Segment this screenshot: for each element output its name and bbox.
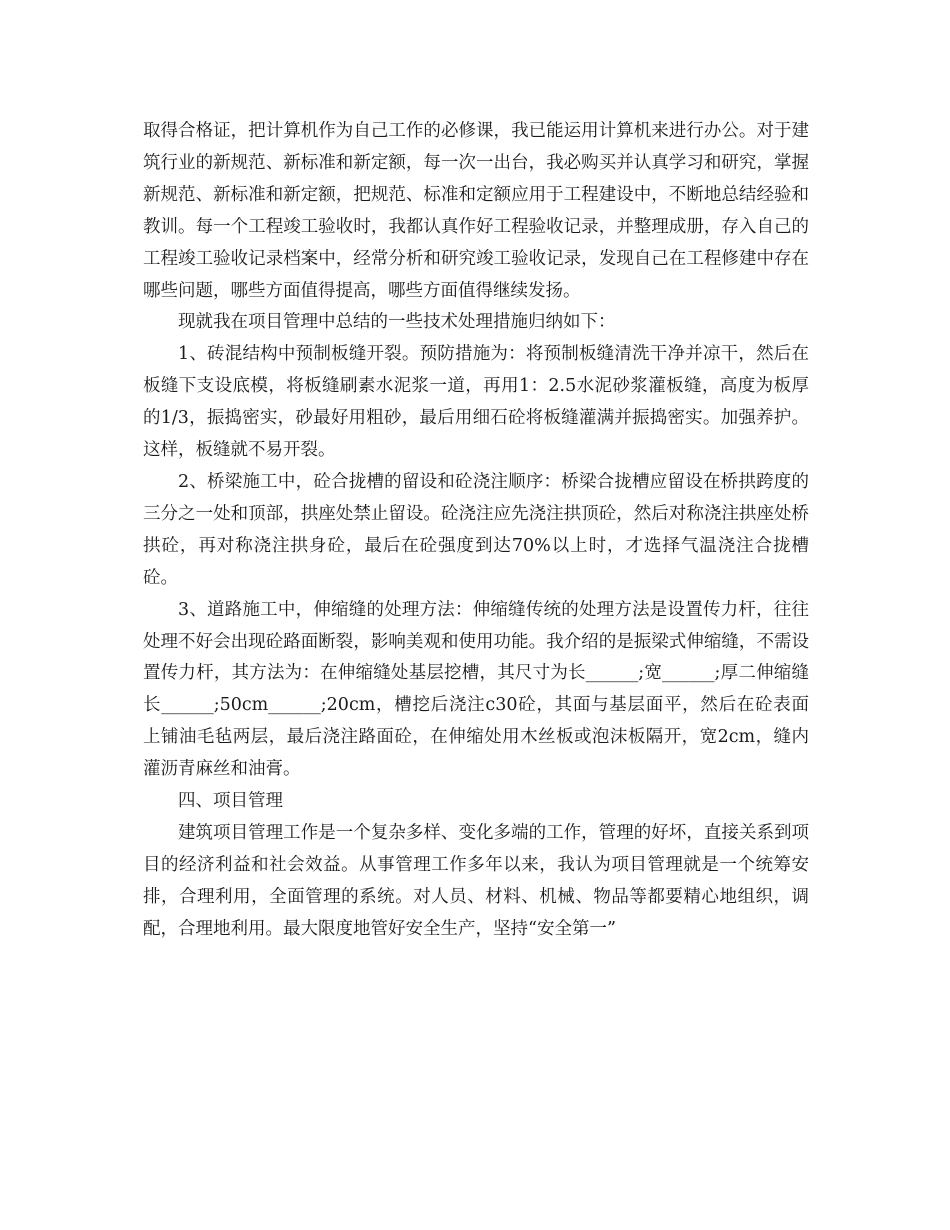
paragraph-intro-measures: 现就我在项目管理中总结的一些技术处理措施归纳如下：: [178, 312, 616, 333]
paragraph-measure-2: 2、桥梁施工中，砼合拢槽的留设和砼浇注顺序：桥梁合拢槽应留设在桥拱跨度的三分之一处和顶部，拱座处禁止留设。砼浇注应先浇注拱顶砼，然后对称浇注拱座处桥拱砼，再对称浇注拱身砼，最后在砼强度到达70%以上时，才选择气温浇注合拢槽砼。: [143, 471, 809, 588]
section-heading-project-management: 四、项目管理: [178, 791, 283, 812]
paragraph-continuation: 取得合格证，把计算机作为自己工作的必修课，我已能运用计算机来进行办公。对于建筑行业的新规范、新标准和新定额，每一次一出台，我必购买并认真学习和研究，掌握新规范、新标准和新定额，把规范、标准和定额应用于工程建设中，不断地总结经验和教训。每一个工程竣工验收时，我都认真作好工程验收记录，并整理成册，存入自己的工程竣工验收记录档案中，经常分析和研究竣工验收记录，发现自己在工程修建中存在哪些问题，哪些方面值得提高，哪些方面值得继续发扬。: [143, 121, 809, 301]
paragraph-measure-3: 3、道路施工中，伸缩缝的处理方法：伸缩缝传统的处理方法是设置传力杆，往往处理不好会出现砼路面断裂，影响美观和使用功能。我介绍的是振梁式伸缩缝，不需设置传力杆，其方法为：在伸缩缝处基层挖槽，其尺寸为长______;宽______;厚二伸缩缝长______;50cm______;20cm，槽挖后浇注c30砼，其面与基层面平，然后在砼表面上铺油毛毡两层，最后浇注路面砼，在伸缩处用木丝板或泡沫板隔开，宽2cm，缝内灌沥青麻丝和油膏。: [143, 599, 809, 780]
paragraph-measure-1: 1、砖混结构中预制板缝开裂。预防措施为：将预制板缝清洗干净并凉干，然后在板缝下支设底模，将板缝刷素水泥浆一道，再用1：2.5水泥砂浆灌板缝，高度为板厚的1/3，振捣密实，砂最好用粗砂，最后用细石砼将板缝灌满并振捣密实。加强养护。这样，板缝就不易开裂。: [143, 344, 809, 461]
document-body: [143, 116, 809, 946]
paragraph-project-management: 建筑项目管理工作是一个复杂多样、变化多端的工作，管理的好坏，直接关系到项目的经济利益和社会效益。从事管理工作多年以来，我认为项目管理就是一个统筹安排，合理利用，全面管理的系统。对人员、材料、机械、物品等都要精心地组织，调配，合理地利用。最大限度地管好安全生产，坚持“安全第一”: [143, 822, 809, 939]
